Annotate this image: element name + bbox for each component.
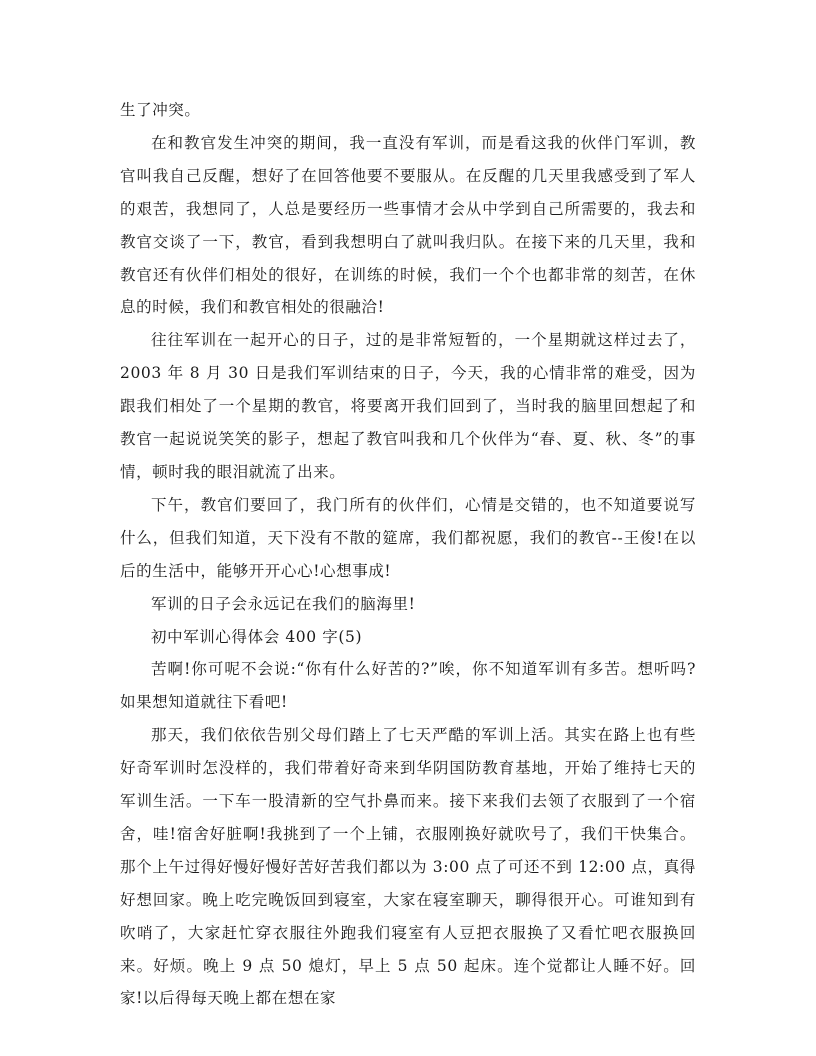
- paragraph-continuation: 生了冲突。: [120, 101, 201, 119]
- section-heading: 初中军训心得体会 400 字(5): [151, 627, 363, 646]
- document-body: [120, 94, 696, 1015]
- paragraph-first-day: 那天，我们依依告别父母们踏上了七天严酷的军训上活。其实在路上也有些好奇军训时怎没样的，我们带着好奇来到华阴国防教育基地，开始了维持七天的军训生活。一下车一股清新的空气扑鼻而来。接下来我们去领了衣服到了一个宿舍，哇!宿舍好脏啊!我挑到了一个上铺，衣服刚换好就吹号了，我们干快集合。那个上午过得好慢好慢好苦好苦我们都以为 3:00 点了可还不到 12:00 点，真得好想回家。晚上吃完晚饭回到寝室，大家在寝室聊天，聊得很开心。可谁知到有吹哨了，大家赶忙穿衣服往外跑我们寝室有人豆把衣服换了又看忙吧衣服换回来。好烦。晚上 9 点 50 熄灯，早上 5 点 50 起床。连个觉都让人睡不好。回家!以后得每天晚上都在想在家: [120, 726, 696, 1008]
- paragraph-hardship: 苦啊!你可呢不会说:“你有什么好苦的?”唉，你不知道军训有多苦。想听吗?如果想知道就往下看吧!: [120, 660, 696, 712]
- paragraph-memory: 军训的日子会永远记在我们的脑海里!: [151, 594, 416, 613]
- paragraph-conflict: 在和教官发生冲突的期间，我一直没有军训，而是看这我的伙伴门军训，教官叫我自己反醒，想好了在回答他要不要服从。在反醒的几天里我感受到了军人的艰苦，我想同了，人总是要经历一些事情才会从中学到自己所需要的，我去和教官交谈了一下，教官，看到我想明白了就叫我归队。在接下来的几天里，我和教官还有伙伴们相处的很好，在训练的时候，我们一个个也都非常的刻苦，在休息的时候，我们和教官相处的很融洽!: [120, 133, 696, 317]
- paragraph-afternoon: 下午，教官们要回了，我门所有的伙伴们，心情是交错的，也不知道要说写什么，但我们知道，天下没有不散的筵席，我们都祝愿，我们的教官--王俊!在以后的生活中，能够开开心心!心想事成!: [120, 495, 696, 580]
- paragraph-farewell: 往往军训在一起开心的日子，过的是非常短暂的，一个星期就这样过去了，2003 年 8 月 30 日是我们军训结束的日子，今天，我的心情非常的难受，因为跟我们相处了一个星期的教官，将要离开我们回到了，当时我的脑里回想起了和教官一起说说笑笑的影子，想起了教官叫我和几个伙伴为“春、夏、秋、冬”的事情，顿时我的眼泪就流了出来。: [120, 331, 696, 481]
